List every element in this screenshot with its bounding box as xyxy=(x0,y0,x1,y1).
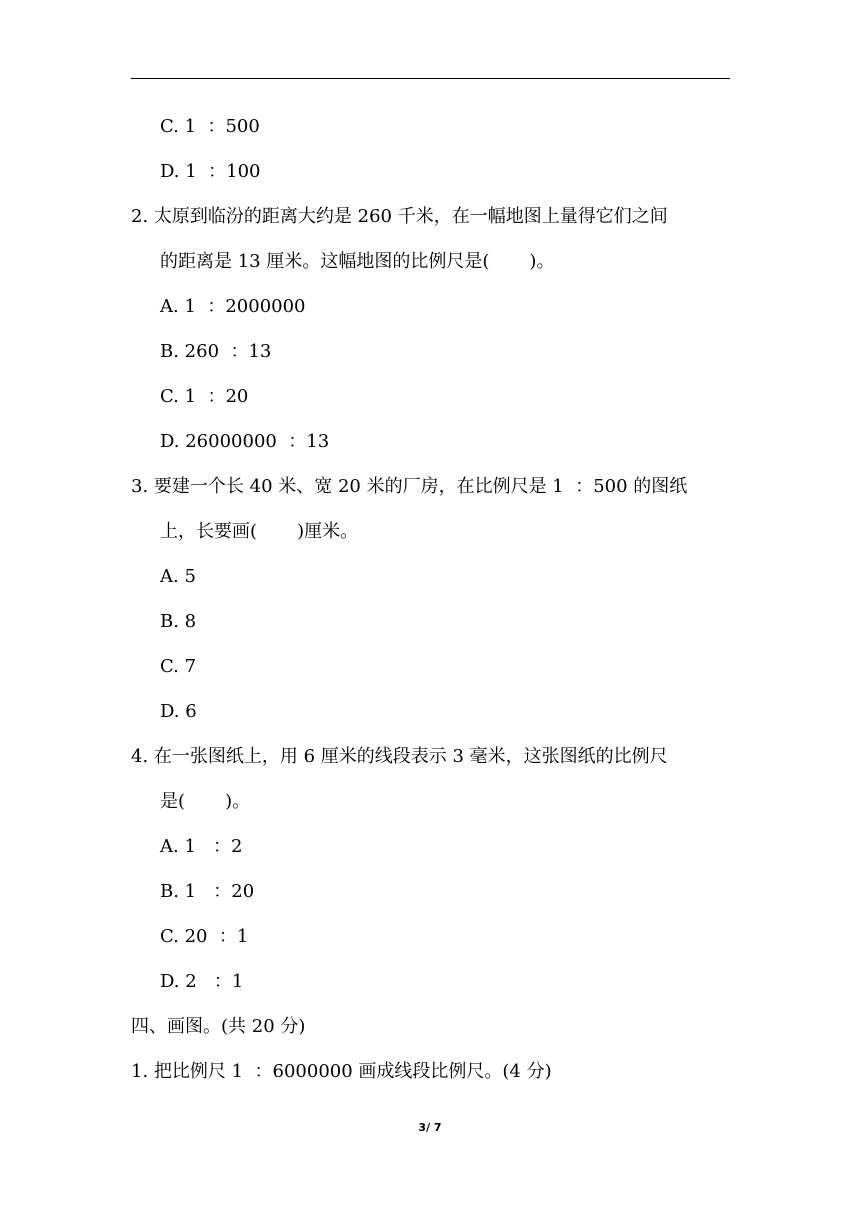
q2-option-d: D. 26000000 ：13 xyxy=(160,431,330,452)
q3-option-a: A. 5 xyxy=(160,566,196,587)
q4-option-d: D. 2 ：1 xyxy=(160,971,244,992)
q3-option-c: C. 7 xyxy=(160,656,197,677)
q3-stem-line1: 3. 要建一个长 40 米、宽 20 米的厂房，在比例尺是 1 ：500 的图纸 xyxy=(131,476,688,497)
q3-stem-line2: 上，长要画( )厘米。 xyxy=(160,521,359,542)
q3-option-d: D. 6 xyxy=(160,701,197,722)
q3-option-b: B. 8 xyxy=(160,611,197,632)
q4-stem-line1: 4. 在一张图纸上，用 6 厘米的线段表示 3 毫米，这张图纸的比例尺 xyxy=(131,746,668,767)
q2-stem-line2: 的距离是 13 厘米。这幅地图的比例尺是( )。 xyxy=(160,251,555,272)
q2-option-a: A. 1 ：2000000 xyxy=(160,296,306,317)
header-rule xyxy=(131,78,730,79)
q2-option-c: C. 1 ：20 xyxy=(160,386,249,407)
q4-stem-line2: 是( )。 xyxy=(160,791,251,812)
q4-option-c: C. 20 ：1 xyxy=(160,926,249,947)
page-number: 3/ 7 xyxy=(418,1121,442,1134)
q4-option-a: A. 1 ：2 xyxy=(160,836,243,857)
q1-option-c: C. 1 ：500 xyxy=(160,116,260,137)
q1-option-d: D. 1 ：100 xyxy=(160,161,261,182)
q4-option-b: B. 1 ：20 xyxy=(160,881,255,902)
q2-option-b: B. 260 ：13 xyxy=(160,341,272,362)
section-heading: 四、画图。(共 20 分) xyxy=(131,1016,306,1037)
section4-question1: 1. 把比例尺 1 ：6000000 画成线段比例尺。(4 分) xyxy=(131,1061,552,1082)
q2-stem-line1: 2. 太原到临汾的距离大约是 260 千米，在一幅地图上量得它们之间 xyxy=(131,206,668,227)
